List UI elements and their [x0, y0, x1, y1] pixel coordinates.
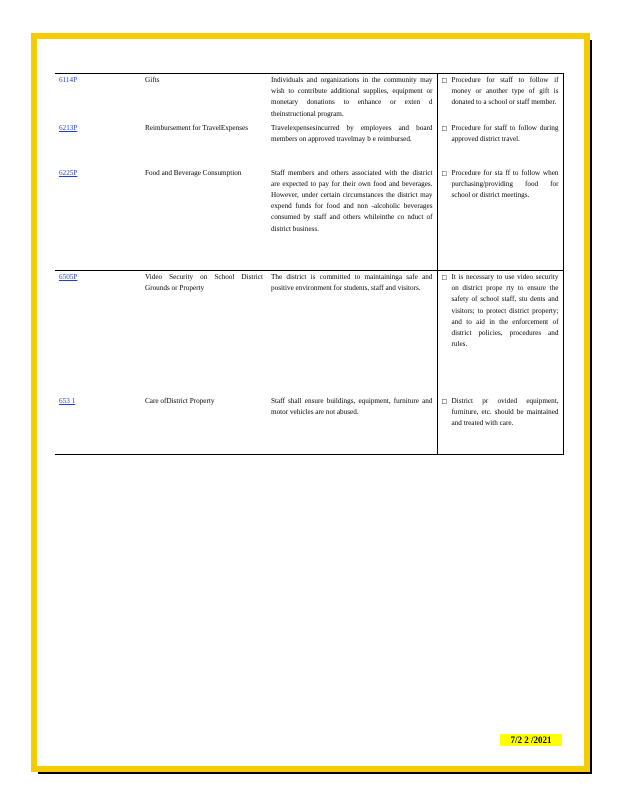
policy-code-link[interactable]: 6505P — [59, 273, 78, 281]
policy-code-link[interactable]: 6213P — [59, 123, 78, 132]
policy-description: Staff shall ensure buildings, equipment, furniture and motor vehicles are not abused. — [267, 395, 437, 455]
policy-code-cell — [55, 271, 141, 395]
table-row — [55, 74, 563, 122]
policy-code-cell — [55, 167, 141, 271]
guidance-text: It is necessary to use video security on district prope rty to ensure the safety of school staff, stu dents and visitors; to protect district property; and to aid in the enforcement of district policies, procedures and rules. — [451, 273, 559, 349]
policy-code-link[interactable]: 6114P — [59, 76, 78, 84]
policy-title: Reimbursement for TravelExpenses — [145, 123, 249, 132]
policy-guidance — [437, 122, 563, 167]
guidance-text: District pr ovided equipment, furniture, etc. should be maintained and treated with care. — [451, 396, 559, 427]
policy-code-cell — [55, 395, 141, 455]
guidance-text: Procedure for staff to follow if money or another type of gift is donated to a school or staff member. — [451, 76, 559, 107]
policy-description: Staff members and others associated with the district are expected to pay for their own food and beverages. However, under certain circumstances the district may expend funds for food and non -alcoholic beverages consumed by staff and others whileinthe co nduct of district business. — [271, 168, 433, 233]
bullet-box-icon: □ — [441, 169, 448, 177]
policy-code-cell — [55, 122, 141, 167]
policy-code-cell — [55, 74, 141, 122]
policy-code-link[interactable]: 653 1 — [59, 396, 76, 405]
policy-code-link[interactable]: 6225P — [59, 168, 78, 177]
bullet-box-icon: □ — [441, 274, 448, 281]
policy-guidance — [437, 167, 563, 271]
table-row — [55, 122, 563, 167]
policy-guidance — [437, 74, 563, 122]
policy-title: Video Security on School District Grounds or Property — [141, 271, 267, 395]
bullet-box-icon: □ — [441, 124, 448, 132]
bullet-box-icon: □ — [441, 397, 448, 405]
policy-guidance — [437, 271, 563, 395]
policy-description: The district is committed to maintaininga safe and positive environment for students, staff and visitors. — [267, 271, 437, 395]
policy-title: Care ofDistrict Property — [141, 395, 267, 455]
table-row — [55, 167, 563, 271]
policy-description: Individuals and organizations in the community may wish to contribute additional supplies, equipment or monetary donations to enhance or exten d theinstructional program. — [267, 74, 437, 122]
guidance-text: Procedure for sta ff to follow when purchasing/providing food for school or district meetings. — [451, 168, 559, 199]
policy-description: Travelexpensesincurred by employees and board members on approved travelmay b e reimbursed. — [271, 123, 433, 143]
policy-title: Food and Beverage Consumption — [145, 168, 242, 177]
table-row — [55, 271, 563, 395]
table-row — [55, 395, 563, 455]
policy-guidance — [437, 395, 563, 455]
policy-title: Gifts — [141, 74, 267, 122]
bullet-box-icon: □ — [441, 77, 448, 84]
footer-date: 7/2 2 /2021 — [500, 734, 562, 746]
guidance-text: Procedure for staff to follow during approved district travel. — [451, 123, 559, 143]
policy-table — [55, 73, 564, 455]
